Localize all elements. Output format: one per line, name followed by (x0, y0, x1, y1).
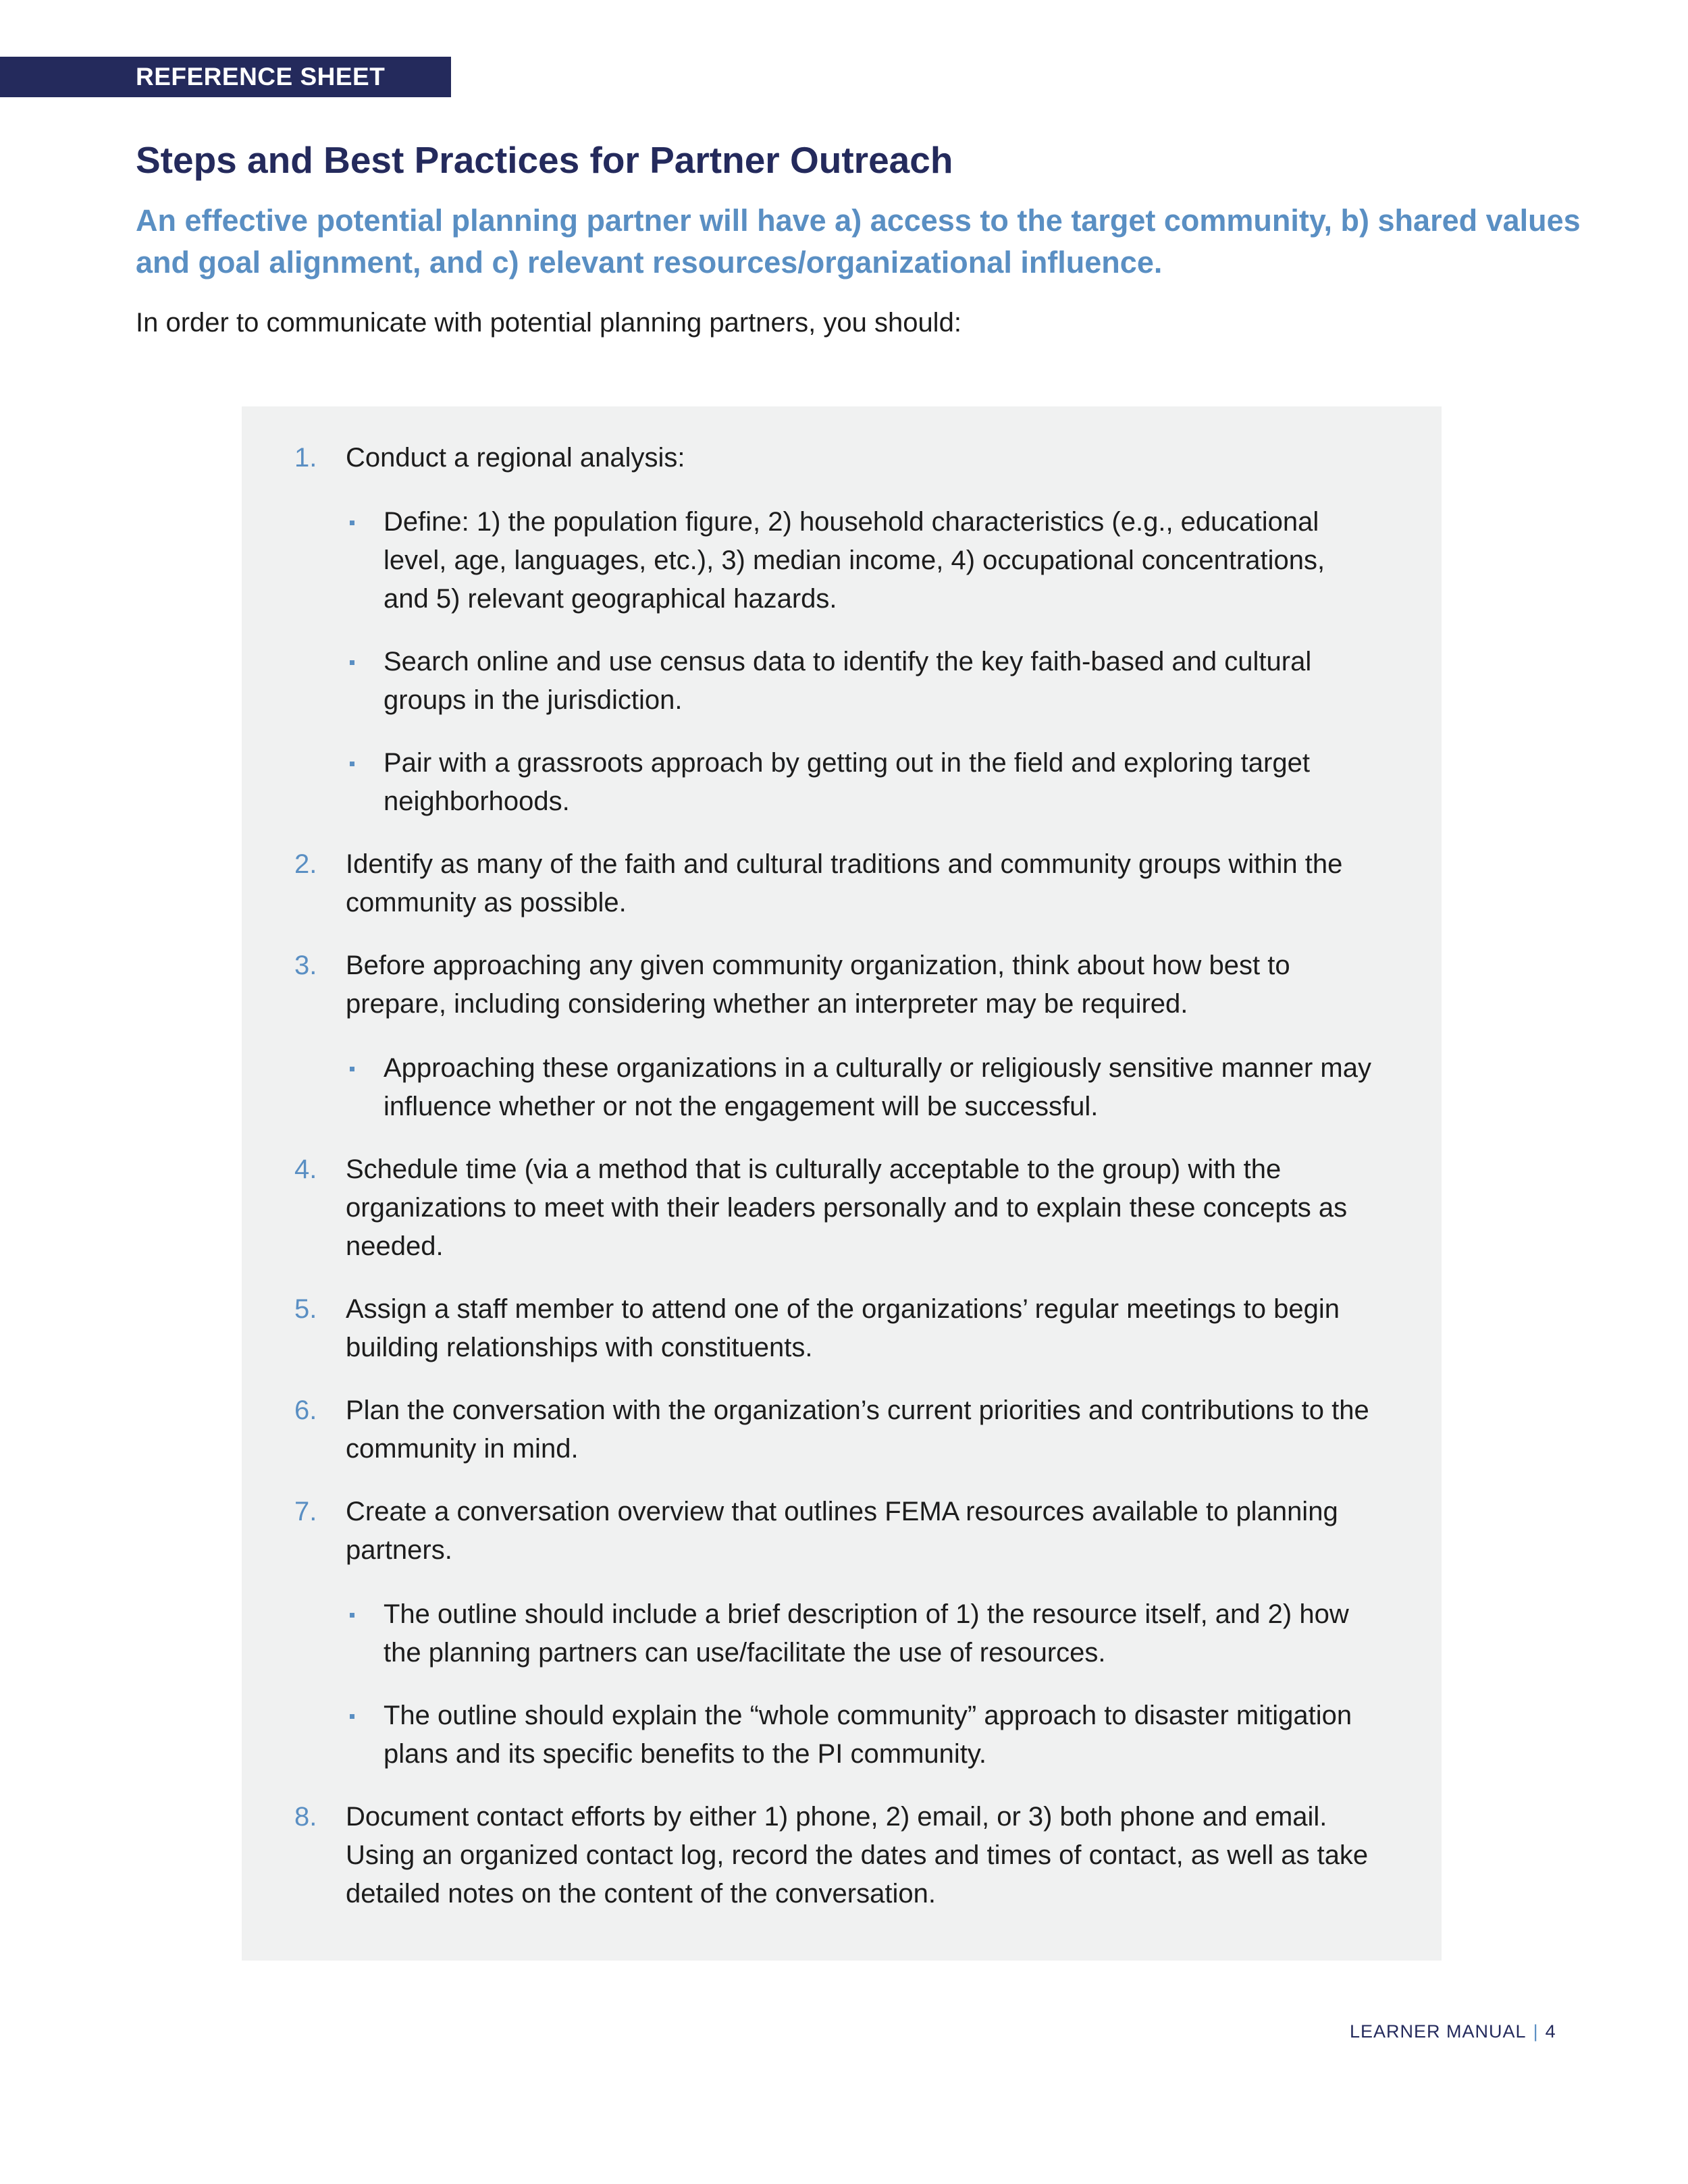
sub-list (242, 1049, 1376, 1126)
sub-text: The outline should explain the “whole community” approach to disaster mitigation plans and its specific benefits to the PI community. (384, 1701, 1352, 1769)
step-number: 4. (294, 1154, 317, 1184)
steps-panel (242, 406, 1442, 1961)
step-number: 1. (294, 443, 317, 473)
sub-list (242, 503, 1376, 821)
step-text: Schedule time (via a method that is culturally acceptable to the group) with the organizations to meet with their leaders personally and to explain these concepts as needed. (346, 1154, 1348, 1261)
step-number: 8. (294, 1802, 317, 1832)
sub-text: Pair with a grassroots approach by getting out in the field and exploring target neighborhoods. (384, 748, 1310, 816)
sub-text: Search online and use census data to identify the key faith-based and cultural groups in the jurisdiction. (384, 647, 1312, 715)
sub-text: Define: 1) the population figure, 2) household characteristics (e.g., educational level, age, languages, etc.), 3) median income, 4) occupational concentrations, and 5) relevant geographical hazards. (384, 507, 1325, 614)
step-text: Conduct a regional analysis: (346, 443, 685, 473)
reference-sheet-tag: REFERENCE SHEET (0, 57, 451, 97)
bullet-icon (350, 762, 354, 766)
step-number: 3. (294, 951, 317, 980)
step-text: Plan the conversation with the organization’s current priorities and contributions to the community in mind. (346, 1395, 1369, 1464)
sub-text: Approaching these organizations in a culturally or religiously sensitive manner may influence whether or not the engagement will be successful. (384, 1053, 1371, 1121)
steps-list (242, 439, 1376, 1938)
step-number: 2. (294, 849, 317, 879)
step-number: 6. (294, 1395, 317, 1425)
sub-item (242, 1697, 1376, 1774)
bullet-icon (350, 1067, 354, 1071)
step-item (242, 1391, 1376, 1468)
step-item (242, 845, 1376, 922)
step-item (242, 947, 1376, 1126)
step-item (242, 1493, 1376, 1774)
bullet-icon (350, 1613, 354, 1618)
sub-item (242, 1049, 1376, 1126)
step-item (242, 1150, 1376, 1266)
page-title: Steps and Best Practices for Partner Outreach (136, 139, 953, 181)
step-text: Create a conversation overview that outlines FEMA resources available to planning partners. (346, 1497, 1338, 1565)
sub-item (242, 1595, 1376, 1672)
bullet-icon (350, 1714, 354, 1719)
bullet-icon (350, 521, 354, 525)
step-item (242, 1798, 1376, 1913)
step-text: Assign a staff member to attend one of the organizations’ regular meetings to begin building relationships with constituents. (346, 1294, 1340, 1362)
bullet-icon (350, 660, 354, 665)
step-item (242, 439, 1376, 821)
sub-item (242, 643, 1376, 720)
sub-item (242, 744, 1376, 821)
step-text: Identify as many of the faith and cultural traditions and community groups within the community as possible. (346, 849, 1343, 917)
step-item (242, 1290, 1376, 1367)
page-footer (1350, 2021, 1556, 2042)
sub-list (242, 1595, 1376, 1774)
page-subtitle: An effective potential planning partner will have a) access to the target community, b) shared values and goal alignment, and c) relevant resources/organizational influence. (136, 203, 1581, 279)
step-text: Before approaching any given community organization, think about how best to prepare, including considering whether an interpreter may be required. (346, 951, 1290, 1019)
step-number: 7. (294, 1497, 317, 1526)
footer-separator: | (1533, 2021, 1539, 2042)
sub-text: The outline should include a brief description of 1) the resource itself, and 2) how the planning partners can use/facilitate the use of resources. (384, 1599, 1349, 1668)
page-number: 4 (1545, 2021, 1556, 2042)
footer-label: LEARNER MANUAL (1350, 2021, 1527, 2042)
step-number: 5. (294, 1294, 317, 1324)
step-text: Document contact efforts by either 1) phone, 2) email, or 3) both phone and email. Using an organized contact log, record the dates and times of contact, as well as take detailed notes on the content of the conversation. (346, 1802, 1369, 1909)
sub-item (242, 503, 1376, 618)
intro-text: In order to communicate with potential planning partners, you should: (136, 308, 961, 338)
